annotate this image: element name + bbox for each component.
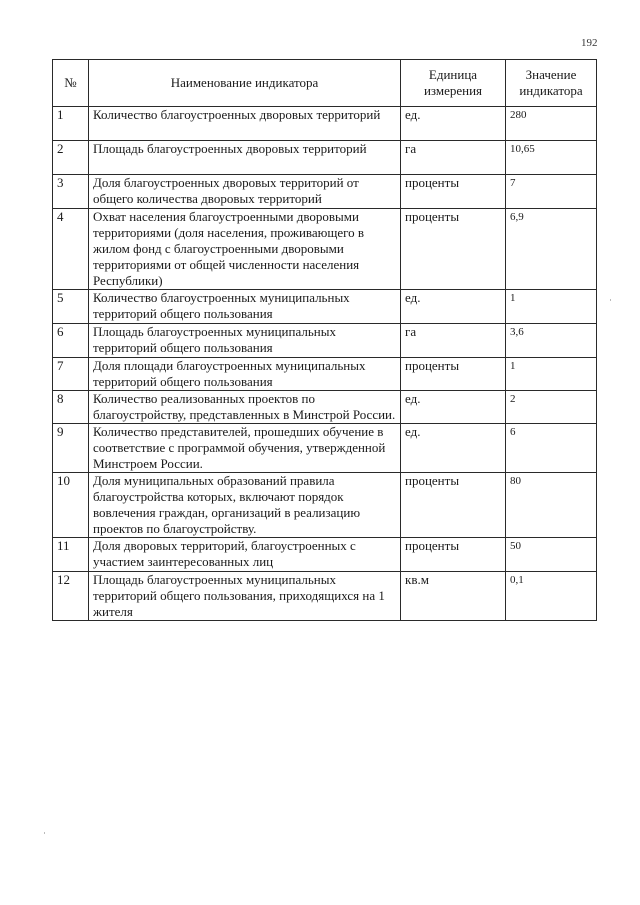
table-row: [53, 358, 597, 391]
row-value: 6,9: [506, 209, 597, 290]
row-value: 1: [506, 290, 597, 324]
table-row: [53, 538, 597, 572]
row-number: 4: [53, 209, 89, 290]
row-value: 50: [506, 538, 597, 572]
row-unit: га: [401, 141, 506, 175]
row-value: 3,6: [506, 324, 597, 358]
row-unit: ед.: [401, 424, 506, 473]
table-row: [53, 141, 597, 175]
row-value: 2: [506, 391, 597, 424]
row-value: 0,1: [506, 572, 597, 621]
row-unit: проценты: [401, 209, 506, 290]
page-number: 192: [581, 37, 598, 49]
row-name: Доля муниципальных образований правила благоустройства которых, включают порядок вовлечения граждан, организаций в реализацию проектов по благоустройству.: [89, 473, 401, 538]
row-value: 10,65: [506, 141, 597, 175]
row-name: Площадь благоустроенных дворовых территорий: [89, 141, 401, 175]
row-number: 10: [53, 473, 89, 538]
row-unit: проценты: [401, 175, 506, 209]
table-row: [53, 424, 597, 473]
table-row: [53, 107, 597, 141]
header-number: №: [53, 60, 89, 107]
table-row: [53, 572, 597, 621]
row-number: 11: [53, 538, 89, 572]
row-name: Доля благоустроенных дворовых территорий от общего количества дворовых территорий: [89, 175, 401, 209]
row-name: Количество реализованных проектов по благоустройству, представленных в Минстрой России.: [89, 391, 401, 424]
header-name: Наименование индикатора: [89, 60, 401, 107]
scan-artifact: [44, 832, 45, 834]
table-row: [53, 175, 597, 209]
header-unit: Единица измерения: [401, 60, 506, 107]
row-name: Охват населения благоустроенными дворовыми территориями (доля населения, проживающего в жилом фонд с благоустроенными дворовыми территориями от общей численности населения Республики): [89, 209, 401, 290]
row-unit: ед.: [401, 107, 506, 141]
row-unit: ед.: [401, 290, 506, 324]
row-name: Количество благоустроенных дворовых территорий: [89, 107, 401, 141]
table-row: [53, 290, 597, 324]
row-value: 7: [506, 175, 597, 209]
table-row: [53, 473, 597, 538]
row-number: 2: [53, 141, 89, 175]
row-value: 80: [506, 473, 597, 538]
table-header-row: [53, 60, 597, 107]
row-number: 3: [53, 175, 89, 209]
row-unit: кв.м: [401, 572, 506, 621]
table-row: [53, 324, 597, 358]
table-row: [53, 391, 597, 424]
row-number: 6: [53, 324, 89, 358]
row-value: 280: [506, 107, 597, 141]
row-name: Количество благоустроенных муниципальных территорий общего пользования: [89, 290, 401, 324]
row-name: Площадь благоустроенных муниципальных территорий общего пользования, приходящихся на 1 жителя: [89, 572, 401, 621]
row-unit: проценты: [401, 538, 506, 572]
row-name: Доля дворовых территорий, благоустроенных с участием заинтересованных лиц: [89, 538, 401, 572]
row-name: Количество представителей, прошедших обучение в соответствие с программой обучения, утвержденной Минстроем России.: [89, 424, 401, 473]
row-number: 7: [53, 358, 89, 391]
row-number: 8: [53, 391, 89, 424]
row-unit: проценты: [401, 473, 506, 538]
scan-artifact: [610, 299, 611, 301]
row-number: 5: [53, 290, 89, 324]
row-value: 1: [506, 358, 597, 391]
row-number: 12: [53, 572, 89, 621]
row-number: 9: [53, 424, 89, 473]
row-unit: га: [401, 324, 506, 358]
table-row: [53, 209, 597, 290]
row-name: Площадь благоустроенных муниципальных территорий общего пользования: [89, 324, 401, 358]
row-number: 1: [53, 107, 89, 141]
row-value: 6: [506, 424, 597, 473]
row-unit: проценты: [401, 358, 506, 391]
indicators-table: [52, 59, 597, 621]
row-name: Доля площади благоустроенных муниципальных территорий общего пользования: [89, 358, 401, 391]
row-unit: ед.: [401, 391, 506, 424]
header-value: Значение индикатора: [506, 60, 597, 107]
